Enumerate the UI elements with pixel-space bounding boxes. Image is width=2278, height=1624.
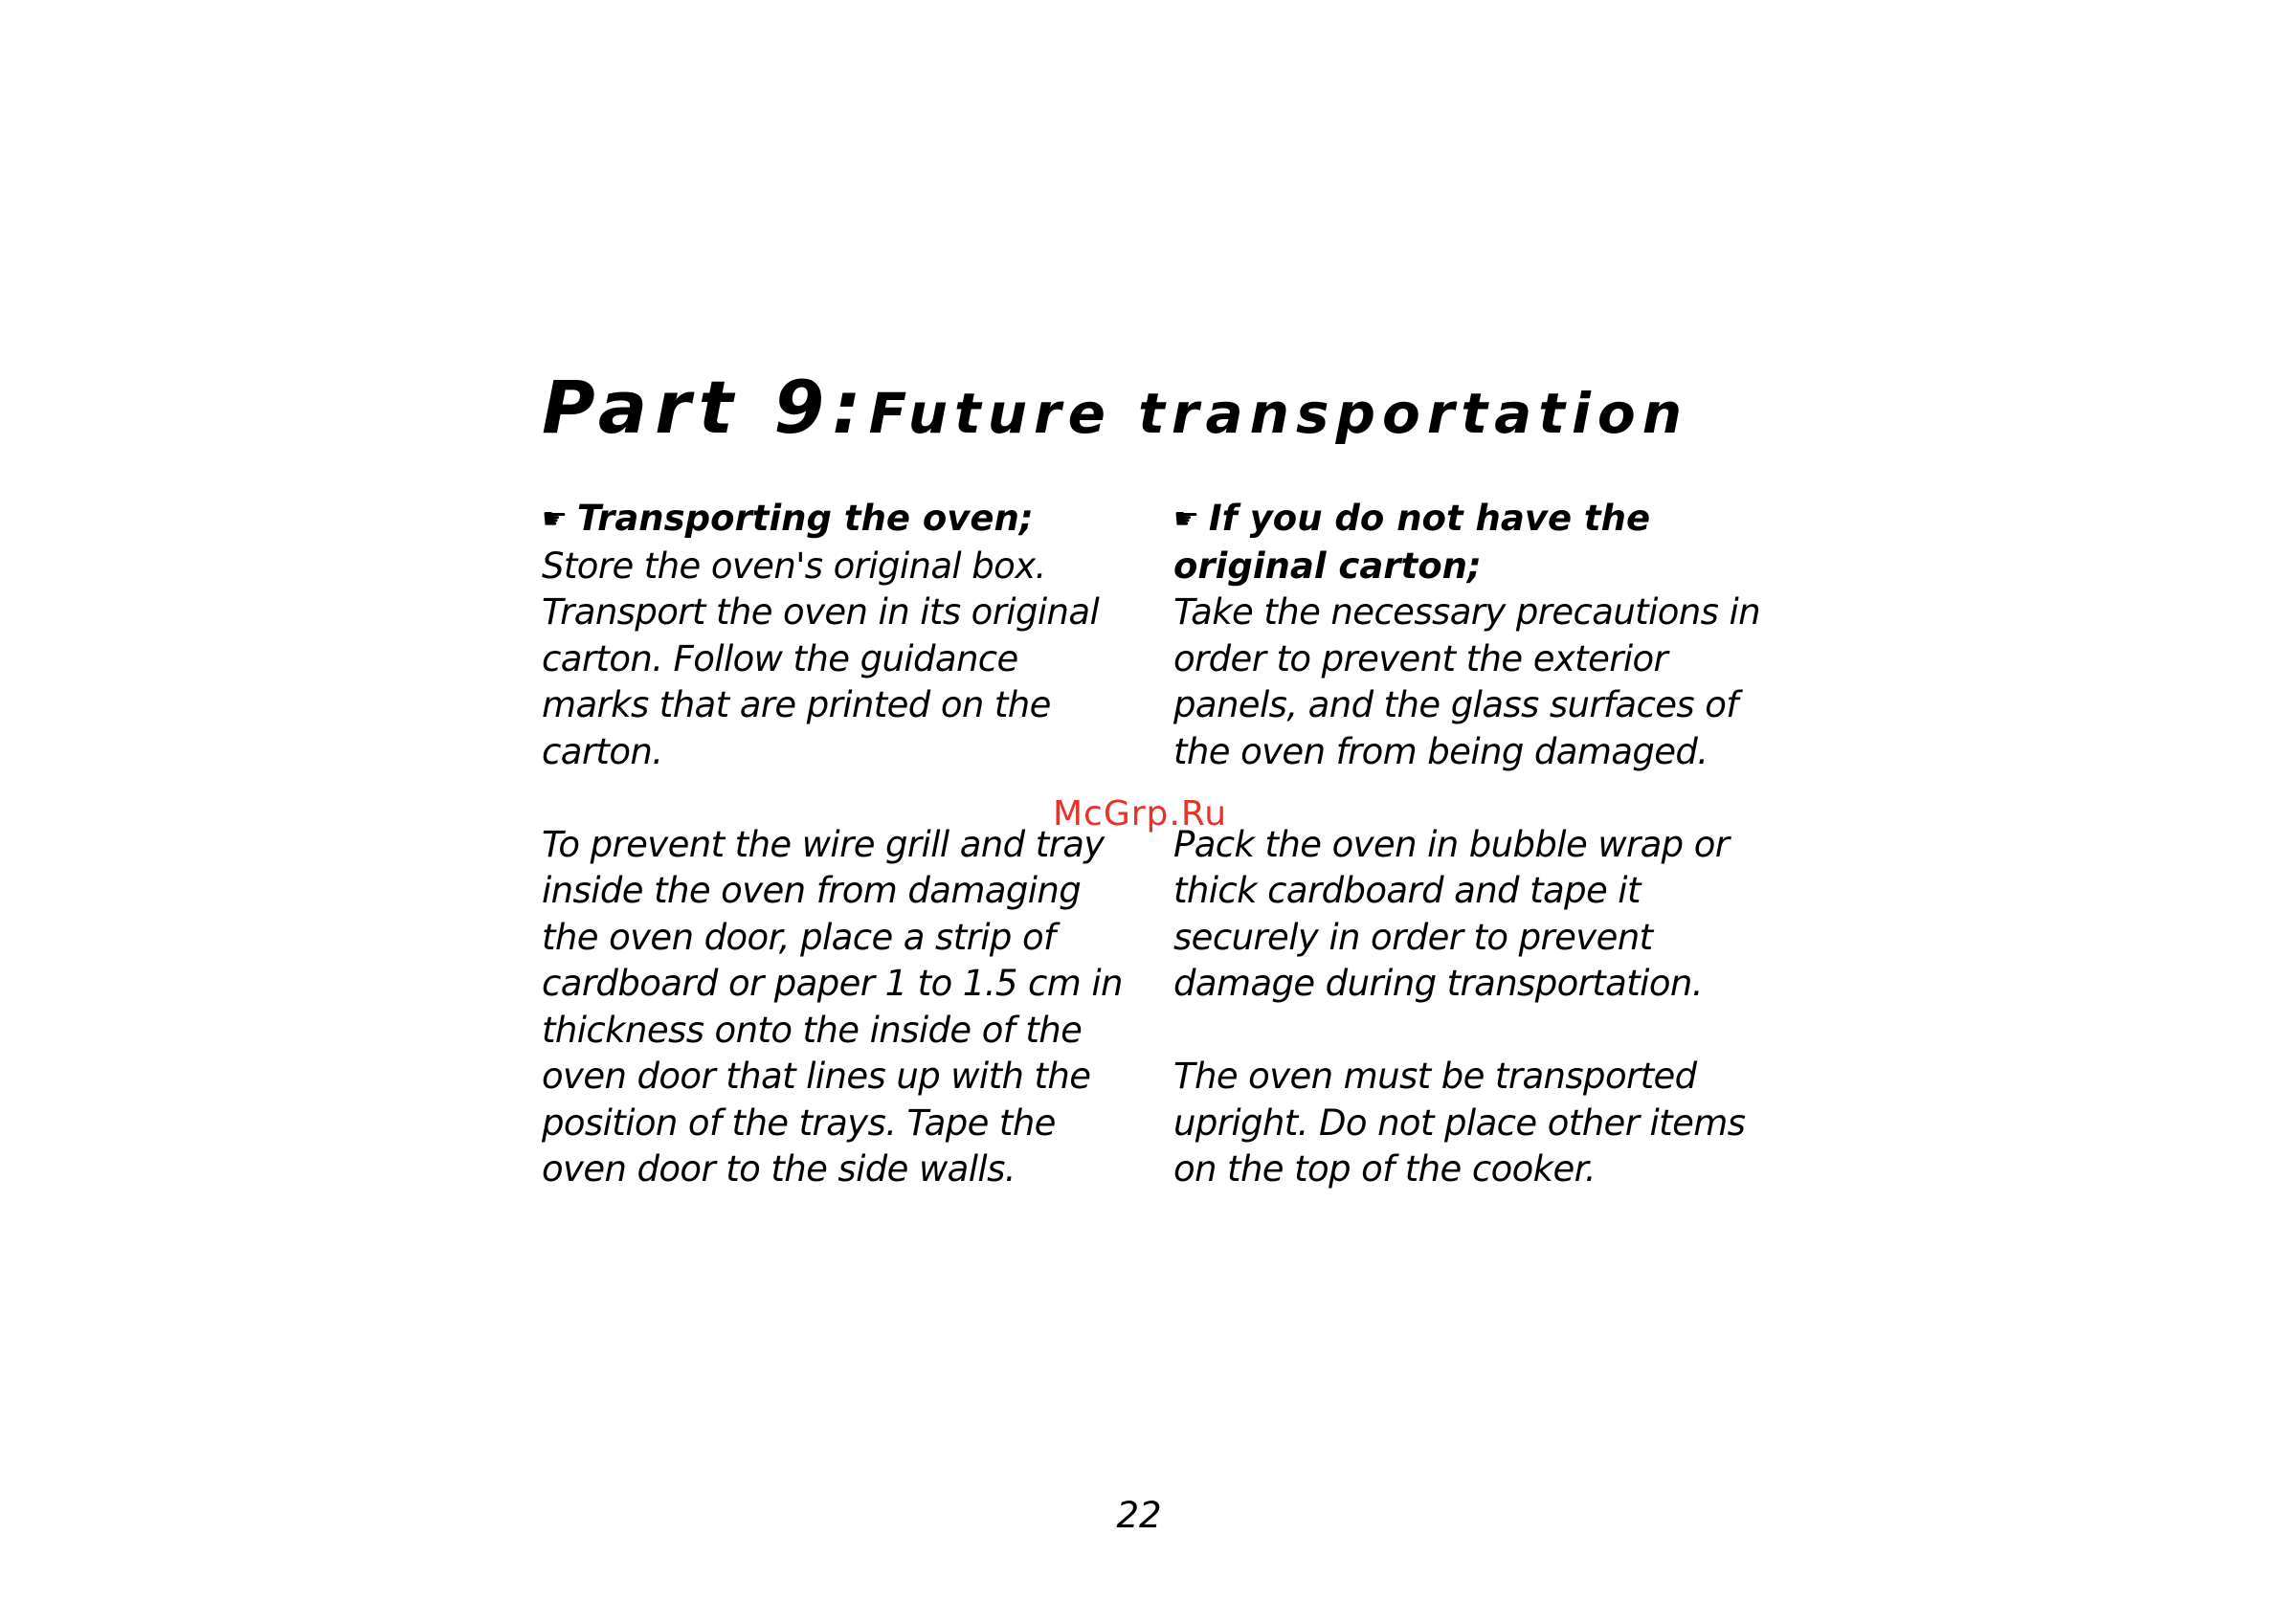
right-paragraph-2: Pack the oven in bubble wrap or thick cardboard and tape it securely in order to prevent damage during transportation. xyxy=(1173,823,1730,1004)
pointing-hand-icon: ☛ xyxy=(542,502,568,536)
title-part: Part 9: xyxy=(542,365,869,450)
left-heading-text: Transporting the oven; xyxy=(576,498,1034,539)
pointing-hand-icon: ☛ xyxy=(1173,502,1199,536)
right-paragraph-1: Take the necessary precautions in order to prevent the exterior panels, and the glass surfaces of the oven from being damaged. xyxy=(1173,591,1761,772)
left-paragraph-2: To prevent the wire grill and tray inside the oven from damaging the oven door, place a strip of cardboard or paper 1 to 1.5 cm in thickness onto the inside of the oven door that lines up with the position of the trays. Tape the oven door to the side walls. xyxy=(542,823,1123,1190)
right-heading xyxy=(1173,496,1786,590)
title-subtitle: Future transportation xyxy=(868,381,1689,446)
left-paragraph-1: Store the oven's original box. Transport the oven in its original carton. Follow the guidance marks that are printed on the carton. xyxy=(542,545,1100,772)
watermark: McGrp.Ru xyxy=(1053,794,1228,834)
left-heading xyxy=(542,496,1135,544)
right-paragraph-3: The oven must be transported upright. Do not place other items on the top of the cooker. xyxy=(1173,1056,1746,1190)
right-column xyxy=(1173,496,1786,1193)
left-column xyxy=(542,496,1135,1193)
page-number: 22 xyxy=(1116,1495,1162,1536)
right-heading-text: If you do not have the original carton; xyxy=(1173,498,1651,587)
page-title xyxy=(542,365,1689,450)
